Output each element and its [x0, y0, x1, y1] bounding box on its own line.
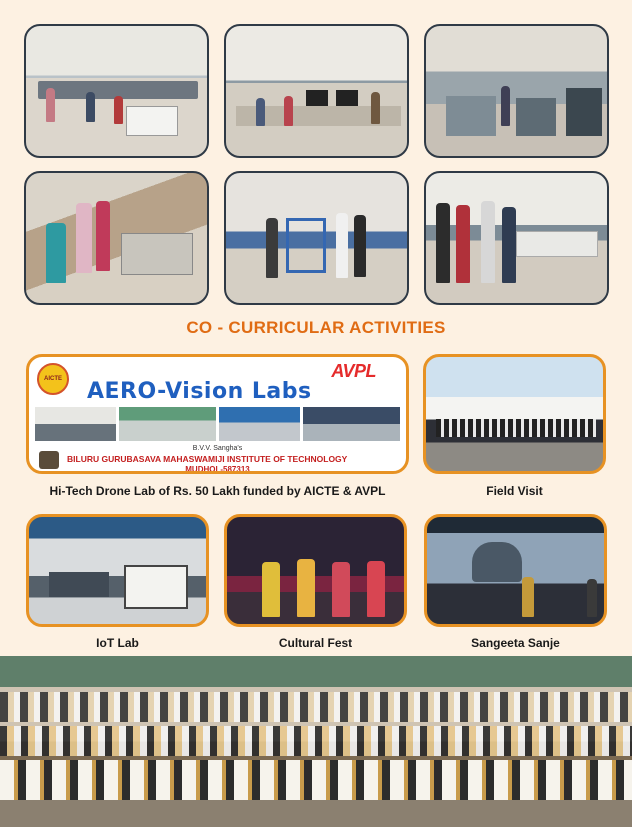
iot-lab-caption: IoT Lab: [96, 636, 139, 650]
lab-photo-2: [224, 24, 409, 158]
cultural-fest-caption: Cultural Fest: [278, 636, 353, 650]
cultural-fest-photo: [224, 514, 407, 627]
lab-photo-6: [424, 171, 609, 305]
sangha-label: B.V.V. Sangha's: [192, 445, 243, 452]
lab-photo-5: [224, 171, 409, 305]
institute-location: MUDHOL-587313: [185, 465, 250, 474]
drone-lab-banner: [26, 354, 409, 474]
aicte-badge-label: AICTE: [44, 376, 62, 382]
field-visit-caption: Field Visit: [486, 484, 543, 498]
lab-photo-1: [24, 24, 209, 158]
graduation-group-photo: [0, 656, 632, 827]
iot-lab-photo: [26, 514, 209, 627]
section-heading: CO - CURRICULAR ACTIVITIES: [186, 318, 446, 337]
field-visit-photo: [423, 354, 606, 474]
avpl-logo: AVPL: [331, 361, 376, 381]
sangeeta-sanje-photo: [424, 514, 607, 627]
lab-name: AERO-Vision Labs: [87, 379, 312, 404]
drone-lab-caption: Hi-Tech Drone Lab of Rs. 50 Lakh funded by AICTE & AVPL: [49, 484, 386, 498]
sangeeta-sanje-caption: Sangeeta Sanje: [471, 636, 560, 650]
lab-photo-3: [424, 24, 609, 158]
lab-photo-4: [24, 171, 209, 305]
institute-name: BILURU GURUBASAVA MAHASWAMIJI INSTITUTE OF TECHNOLOGY: [67, 454, 348, 464]
aicte-badge: [37, 363, 69, 395]
